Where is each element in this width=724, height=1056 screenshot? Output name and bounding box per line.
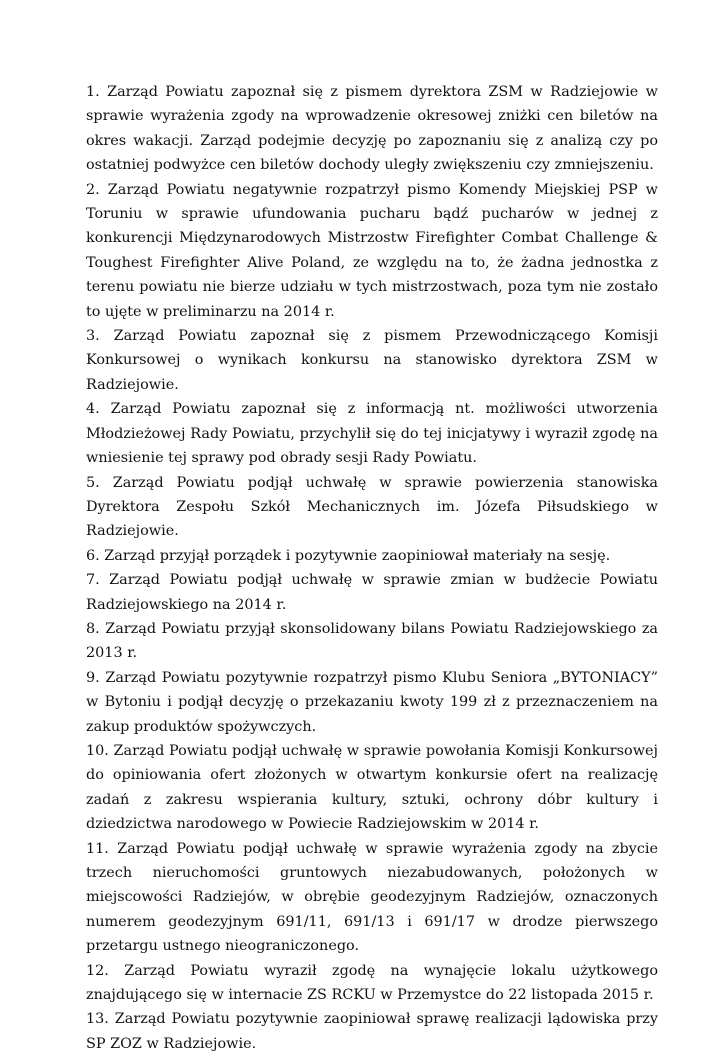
list-item: 1. Zarząd Powiatu zapoznał się z pismem dyrektora ZSM w Radziejowie w sprawie wyrażenia zgody na wprowadzenie okresowej zniżki cen biletów na okres wakacji. Zarząd podejmie decyzję po zapoznaniu się z analizą czy po ostatniej podwyżce cen biletów dochody uległy zwiększeniu czy zmniejszeniu. xyxy=(86,84,658,174)
list-item: 2. Zarząd Powiatu negatywnie rozpatrzył pismo Komendy Miejskiej PSP w Toruniu w sprawie ufundowania pucharu bądź pucharów w jednej z konkurencji Międzynarodowych Mistrzostw Firefighter Combat Challenge & Toughest Firefighter Alive Poland, ze względu na to, że żadna jednostka z terenu powiatu nie bierze udziału w tych mistrzostwach, poza tym nie zostało to ujęte w preliminarzu na 2014 r. xyxy=(86,181,658,320)
document-body xyxy=(86,80,658,1056)
list-item: 5. Zarząd Powiatu podjął uchwałę w sprawie powierzenia stanowiska Dyrektora Zespołu Szkół Mechanicznych im. Józefa Piłsudskiego w Radziejowie. xyxy=(86,474,658,540)
list-item: 12. Zarząd Powiatu wyraził zgodę na wynajęcie lokalu użytkowego znajdującego się w internacie ZS RCKU w Przemystce do 22 listopada 2015 r. xyxy=(86,962,658,1004)
list-item: 10. Zarząd Powiatu podjął uchwałę w sprawie powołania Komisji Konkursowej do opiniowania ofert złożonych w otwartym konkursie ofert na realizację zadań z zakresu wspierania kultury, sztuki, ochrony dóbr kultury i dziedzictwa narodowego w Powiecie Radziejowskim w 2014 r. xyxy=(86,742,658,833)
list-item: 6. Zarząd przyjął porządek i pozytywnie zaopiniował materiały na sesję. xyxy=(86,547,611,564)
list-item: 4. Zarząd Powiatu zapoznał się z informacją nt. możliwości utworzenia Młodzieżowej Rady Powiatu, przychylił się do tej inicjatywy i wyraził zgodę na wniesienie tej sprawy pod obrady sesji Rady Powiatu. xyxy=(86,401,658,467)
list-item: 3. Zarząd Powiatu zapoznał się z pismem Przewodniczącego Komisji Konkursowej o wynikach konkursu na stanowisko dyrektora ZSM w Radziejowie. xyxy=(86,328,658,393)
list-item: 8. Zarząd Powiatu przyjął skonsolidowany bilans Powiatu Radziejowskiego za 2013 r. xyxy=(86,620,658,662)
list-item: 7. Zarząd Powiatu podjął uchwałę w sprawie zmian w budżecie Powiatu Radziejowskiego na 2014 r. xyxy=(86,572,658,613)
list-item: 13. Zarząd Powiatu pozytywnie zaopiniował sprawę realizacji lądowiska przy SP ZOZ w Radziejowie. xyxy=(86,1011,658,1052)
list-item: 11. Zarząd Powiatu podjął uchwałę w sprawie wyrażenia zgody na zbycie trzech nieruchomości gruntowych niezabudowanych, położonych w miejscowości Radziejów, w obrębie geodezyjnym Radziejów, oznaczonych numerem geodezyjnym 691/11, 691/13 i 691/17 w drodze pierwszego przetargu ustnego nieograniczonego. xyxy=(86,840,658,955)
list-item: 9. Zarząd Powiatu pozytywnie rozpatrzył pismo Klubu Seniora „BYTONIACY” w Bytoniu i podjął decyzję o przekazaniu kwoty 199 zł z przeznaczeniem na zakup produktów spożywczych. xyxy=(86,669,658,735)
